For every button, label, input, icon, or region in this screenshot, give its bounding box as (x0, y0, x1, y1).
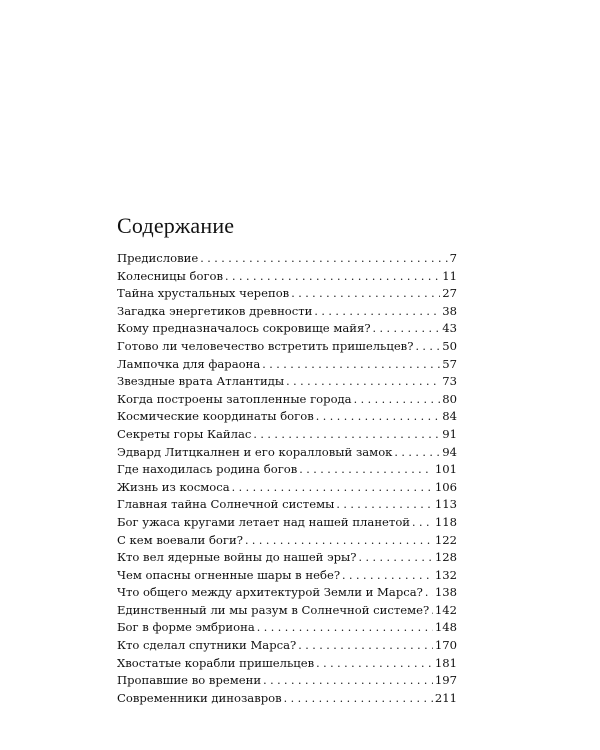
toc-list (117, 250, 457, 707)
toc-entry (117, 549, 457, 567)
toc-entry (117, 320, 457, 338)
dot-leader (342, 567, 433, 585)
dot-leader (225, 268, 440, 286)
dot-leader (232, 479, 433, 497)
toc-entry-page-number: 197 (434, 673, 457, 688)
toc-entry-page-number: 118 (434, 514, 457, 529)
toc-entry-page-number: 91 (442, 426, 457, 441)
toc-entry-title: Готово ли человечество встретить пришельцев? (117, 338, 414, 353)
table-of-contents (117, 213, 457, 707)
dot-leader (263, 672, 433, 690)
toc-entry (117, 461, 457, 479)
toc-entry (117, 268, 457, 286)
toc-entry (117, 391, 457, 409)
toc-entry-page-number: 80 (442, 391, 457, 406)
toc-entry-title: Эдвард Литцкалнен и его коралловый замок (117, 444, 393, 459)
toc-entry-title: Бог в форме эмбриона (117, 620, 255, 635)
toc-entry-page-number: 138 (434, 585, 457, 600)
dot-leader (200, 250, 447, 268)
toc-entry-page-number: 84 (442, 409, 457, 424)
toc-entry (117, 356, 457, 374)
toc-entry-title: Что общего между архитектурой Земли и Марса? (117, 585, 423, 600)
toc-entry (117, 514, 457, 532)
toc-entry-page-number: 181 (434, 655, 457, 670)
dot-leader (284, 690, 433, 708)
toc-entry-title: Бог ужаса кругами летает над нашей планетой (117, 514, 411, 529)
dot-leader (412, 514, 433, 532)
toc-entry (117, 479, 457, 497)
dot-leader (298, 637, 433, 655)
toc-entry-page-number: 142 (434, 602, 457, 617)
dot-leader (316, 655, 433, 673)
toc-entry-page-number: 38 (442, 303, 457, 318)
toc-entry-title: Звездные врата Атлантиды (117, 374, 285, 389)
toc-entry (117, 444, 457, 462)
dot-leader (299, 461, 433, 479)
dot-leader (354, 391, 441, 409)
toc-entry-page-number: 57 (442, 356, 457, 371)
dot-leader (425, 584, 433, 602)
dot-leader (257, 619, 433, 637)
toc-entry (117, 602, 457, 620)
toc-entry-title: Тайна хрустальных черепов (117, 286, 290, 301)
toc-entry-title: Чем опасны огненные шары в небе? (117, 567, 341, 582)
toc-entry (117, 250, 457, 268)
toc-entry-title: Хвостатые корабли пришельцев (117, 655, 315, 670)
toc-entry (117, 303, 457, 321)
toc-entry-title: Предисловие (117, 251, 199, 265)
dot-leader (373, 320, 441, 338)
toc-entry (117, 496, 457, 514)
toc-entry-title: Главная тайна Солнечной системы (117, 497, 335, 512)
dot-leader (314, 303, 440, 321)
toc-entry (117, 672, 457, 690)
toc-entry-page-number: 50 (442, 338, 457, 353)
dot-leader (245, 532, 433, 550)
toc-entry-title: Колесницы богов (117, 268, 224, 283)
dot-leader (262, 356, 440, 374)
toc-entry (117, 338, 457, 356)
dot-leader (316, 408, 441, 426)
dot-leader (431, 602, 433, 620)
toc-entry (117, 690, 457, 708)
toc-entry-title: Загадка энергетиков древности (117, 303, 313, 318)
toc-entry-title: Единственный ли мы разум в Солнечной системе? (117, 602, 430, 617)
toc-entry-title: Жизнь из космоса (117, 479, 230, 494)
toc-entry-page-number: 43 (442, 321, 457, 336)
toc-entry-title: Пропавшие во времени (117, 673, 262, 688)
dot-leader (358, 549, 432, 567)
toc-entry-page-number: 106 (434, 479, 457, 494)
toc-entry-title: Лампочка для фараона (117, 356, 261, 371)
toc-entry-page-number: 132 (434, 567, 457, 582)
dot-leader (394, 444, 440, 462)
toc-entry-page-number: 7 (449, 251, 457, 265)
toc-entry (117, 584, 457, 602)
toc-entry-page-number: 11 (442, 268, 457, 283)
toc-entry-title: Космические координаты богов (117, 409, 314, 424)
toc-entry-page-number: 211 (434, 690, 457, 705)
toc-entry (117, 285, 457, 303)
toc-entry (117, 655, 457, 673)
toc-entry (117, 619, 457, 637)
toc-entry (117, 373, 457, 391)
dot-leader (415, 338, 440, 356)
toc-entry-page-number: 73 (442, 374, 457, 389)
dot-leader (336, 496, 433, 514)
dot-leader (291, 285, 440, 303)
toc-entry-page-number: 148 (434, 620, 457, 635)
dot-leader (253, 426, 440, 444)
toc-entry (117, 426, 457, 444)
toc-entry-title: Современники динозавров (117, 690, 282, 705)
toc-entry-page-number: 122 (434, 532, 457, 547)
toc-entry-title: Кто вел ядерные войны до нашей эры? (117, 550, 357, 565)
toc-entry-title: С кем воевали боги? (117, 532, 243, 547)
toc-entry-title: Кто сделал спутники Марса? (117, 638, 297, 653)
toc-entry-page-number: 101 (434, 462, 457, 477)
toc-entry-title: Секреты горы Кайлас (117, 426, 252, 441)
toc-entry-page-number: 170 (434, 638, 457, 653)
toc-entry-page-number: 27 (442, 286, 457, 301)
toc-entry-page-number: 128 (434, 550, 457, 565)
toc-entry-page-number: 113 (434, 497, 457, 512)
toc-entry-title: Где находилась родина богов (117, 462, 298, 477)
toc-heading: Содержание (117, 213, 235, 238)
toc-entry (117, 532, 457, 550)
toc-entry (117, 408, 457, 426)
toc-entry (117, 567, 457, 585)
toc-entry (117, 637, 457, 655)
toc-entry-title: Когда построены затопленные города (117, 391, 352, 406)
dot-leader (286, 373, 440, 391)
toc-entry-page-number: 94 (442, 444, 457, 459)
toc-entry-title: Кому предназначалось сокровище майя? (117, 321, 371, 336)
